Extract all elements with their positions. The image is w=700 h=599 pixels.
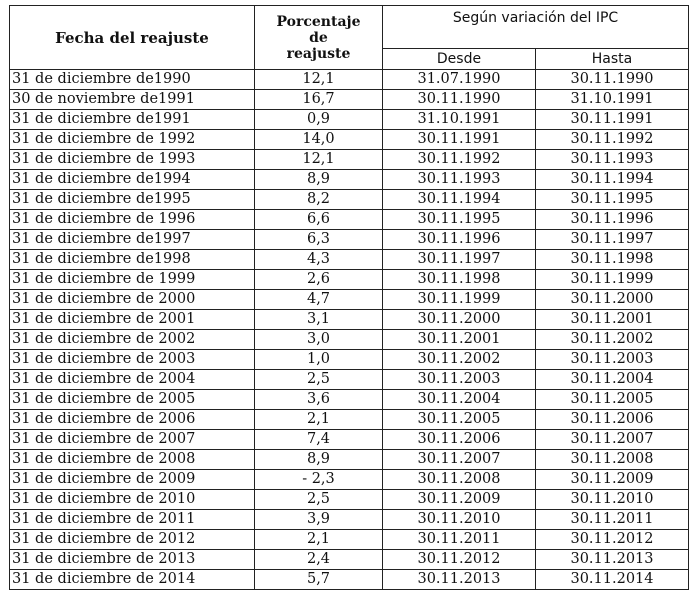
reajuste-table [9,5,689,590]
fecha-cell: 31 de diciembre de1998 [10,250,255,270]
fecha-cell: 31 de diciembre de 2003 [10,350,255,370]
fecha-cell: 31 de diciembre de 2009 [10,470,255,490]
fecha-cell: 31 de diciembre de 2011 [10,510,255,530]
pct-cell: 2,4 [255,550,383,570]
table-row [10,130,689,150]
fecha-cell: 31 de diciembre de 2006 [10,410,255,430]
fecha-cell: 30 de noviembre de1991 [10,90,255,110]
desde-cell: 30.11.1996 [383,230,536,250]
desde-cell: 30.11.1994 [383,190,536,210]
hasta-cell: 30.11.2000 [536,290,689,310]
pct-cell: 3,1 [255,310,383,330]
pct-cell: 2,5 [255,490,383,510]
table-row [10,210,689,230]
hasta-cell: 30.11.2008 [536,450,689,470]
fecha-cell: 31 de diciembre de 2005 [10,390,255,410]
pct-cell: 16,7 [255,90,383,110]
table-row [10,90,689,110]
desde-cell: 31.10.1991 [383,110,536,130]
desde-cell: 30.11.2010 [383,510,536,530]
header-desde: Desde [383,49,536,70]
pct-cell: 12,1 [255,70,383,90]
desde-cell: 30.11.1998 [383,270,536,290]
pct-cell: 2,1 [255,530,383,550]
table-row [10,450,689,470]
fecha-cell: 31 de diciembre de 2012 [10,530,255,550]
desde-cell: 30.11.2006 [383,430,536,450]
pct-cell: 1,0 [255,350,383,370]
pct-cell: 6,6 [255,210,383,230]
table-row [10,490,689,510]
table-row [10,150,689,170]
table-row [10,250,689,270]
table-row [10,170,689,190]
desde-cell: 30.11.2011 [383,530,536,550]
fecha-cell: 31 de diciembre de1991 [10,110,255,130]
header-porcentaje [255,6,383,70]
table-row [10,570,689,590]
desde-cell: 30.11.1992 [383,150,536,170]
fecha-cell: 31 de diciembre de 1992 [10,130,255,150]
pct-cell: - 2,3 [255,470,383,490]
hasta-cell: 30.11.1998 [536,250,689,270]
header-ipc: Según variación del IPC [383,6,689,49]
hasta-cell: 30.11.2001 [536,310,689,330]
table-header [10,6,689,70]
fecha-cell: 31 de diciembre de 2002 [10,330,255,350]
desde-cell: 30.11.2009 [383,490,536,510]
table-body [10,70,689,590]
fecha-cell: 31 de diciembre de 2010 [10,490,255,510]
hasta-cell: 30.11.1990 [536,70,689,90]
pct-cell: 5,7 [255,570,383,590]
table-row [10,530,689,550]
table-row [10,390,689,410]
fecha-cell: 31 de diciembre de 2014 [10,570,255,590]
pct-cell: 2,5 [255,370,383,390]
table-row [10,230,689,250]
header-porcentaje-line: Porcentaje [276,13,361,30]
fecha-cell: 31 de diciembre de 2001 [10,310,255,330]
hasta-cell: 31.10.1991 [536,90,689,110]
desde-cell: 30.11.1995 [383,210,536,230]
pct-cell: 8,9 [255,170,383,190]
fecha-cell: 31 de diciembre de 1999 [10,270,255,290]
fecha-cell: 31 de diciembre de1995 [10,190,255,210]
hasta-cell: 30.11.2006 [536,410,689,430]
desde-cell: 31.07.1990 [383,70,536,90]
header-porcentaje-line: de [309,29,328,46]
fecha-cell: 31 de diciembre de1990 [10,70,255,90]
desde-cell: 30.11.1991 [383,130,536,150]
table-row [10,330,689,350]
hasta-cell: 30.11.1997 [536,230,689,250]
fecha-cell: 31 de diciembre de 2004 [10,370,255,390]
hasta-cell: 30.11.2011 [536,510,689,530]
desde-cell: 30.11.2001 [383,330,536,350]
table-row [10,470,689,490]
hasta-cell: 30.11.1995 [536,190,689,210]
pct-cell: 2,1 [255,410,383,430]
table-row [10,410,689,430]
desde-cell: 30.11.2008 [383,470,536,490]
pct-cell: 7,4 [255,430,383,450]
desde-cell: 30.11.1997 [383,250,536,270]
header-porcentaje-line: reajuste [286,45,351,62]
table-row [10,430,689,450]
header-fecha: Fecha del reajuste [10,6,255,70]
pct-cell: 6,3 [255,230,383,250]
pct-cell: 0,9 [255,110,383,130]
pct-cell: 4,3 [255,250,383,270]
fecha-cell: 31 de diciembre de1994 [10,170,255,190]
header-hasta: Hasta [536,49,689,70]
hasta-cell: 30.11.2010 [536,490,689,510]
table-row [10,350,689,370]
hasta-cell: 30.11.2009 [536,470,689,490]
document-page [9,5,689,590]
desde-cell: 30.11.2013 [383,570,536,590]
pct-cell: 2,6 [255,270,383,290]
pct-cell: 8,2 [255,190,383,210]
desde-cell: 30.11.1993 [383,170,536,190]
desde-cell: 30.11.2000 [383,310,536,330]
hasta-cell: 30.11.2004 [536,370,689,390]
table-row [10,270,689,290]
pct-cell: 14,0 [255,130,383,150]
pct-cell: 3,0 [255,330,383,350]
table-row [10,370,689,390]
hasta-cell: 30.11.2005 [536,390,689,410]
hasta-cell: 30.11.2003 [536,350,689,370]
hasta-cell: 30.11.2007 [536,430,689,450]
table-row [10,70,689,90]
table-row [10,310,689,330]
hasta-cell: 30.11.1991 [536,110,689,130]
hasta-cell: 30.11.1993 [536,150,689,170]
hasta-cell: 30.11.1999 [536,270,689,290]
desde-cell: 30.11.2002 [383,350,536,370]
hasta-cell: 30.11.1992 [536,130,689,150]
hasta-cell: 30.11.1996 [536,210,689,230]
hasta-cell: 30.11.2014 [536,570,689,590]
hasta-cell: 30.11.2012 [536,530,689,550]
fecha-cell: 31 de diciembre de1997 [10,230,255,250]
desde-cell: 30.11.1999 [383,290,536,310]
fecha-cell: 31 de diciembre de 1996 [10,210,255,230]
desde-cell: 30.11.1990 [383,90,536,110]
hasta-cell: 30.11.1994 [536,170,689,190]
fecha-cell: 31 de diciembre de 1993 [10,150,255,170]
pct-cell: 3,6 [255,390,383,410]
table-row [10,290,689,310]
pct-cell: 4,7 [255,290,383,310]
fecha-cell: 31 de diciembre de 2007 [10,430,255,450]
table-row [10,510,689,530]
table-row [10,190,689,210]
header-row [10,6,689,49]
desde-cell: 30.11.2012 [383,550,536,570]
table-row [10,550,689,570]
fecha-cell: 31 de diciembre de 2013 [10,550,255,570]
pct-cell: 8,9 [255,450,383,470]
desde-cell: 30.11.2005 [383,410,536,430]
fecha-cell: 31 de diciembre de 2008 [10,450,255,470]
desde-cell: 30.11.2004 [383,390,536,410]
table-row [10,110,689,130]
fecha-cell: 31 de diciembre de 2000 [10,290,255,310]
hasta-cell: 30.11.2002 [536,330,689,350]
desde-cell: 30.11.2007 [383,450,536,470]
pct-cell: 12,1 [255,150,383,170]
pct-cell: 3,9 [255,510,383,530]
desde-cell: 30.11.2003 [383,370,536,390]
hasta-cell: 30.11.2013 [536,550,689,570]
